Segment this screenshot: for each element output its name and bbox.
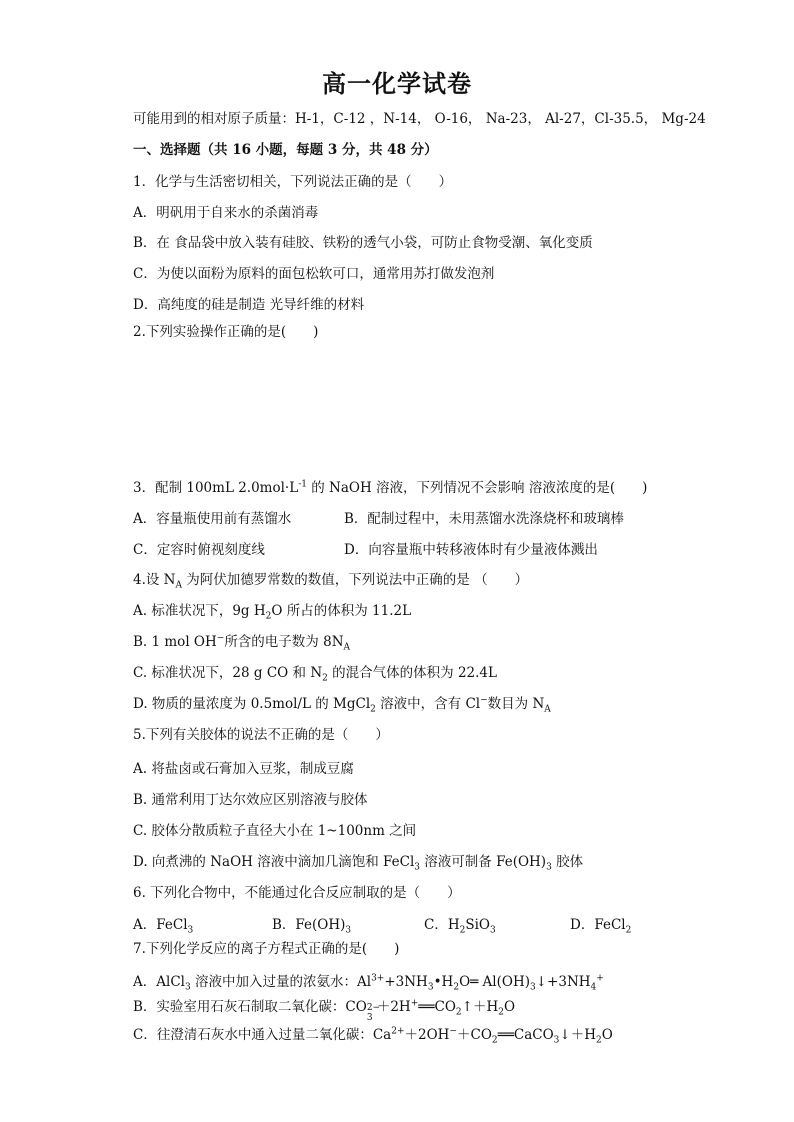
q4-stem: 4.设 $N_A$ 为阿伏加德罗常数的数值，下列说法中正确的是 （ ） xyxy=(133,572,529,591)
q1-option-c: C．为使以面粉为原料的面包松软可口，通常用苏打做发泡剂 xyxy=(133,266,495,282)
q3-stem: 3．配制 100mL $2.0mol\cdot L^{-1}$ 的 NaOH 溶液，下列情况不会影响 溶液浓度的是( ) xyxy=(133,479,648,496)
q6-option-d: D．FeCl$_2$ xyxy=(570,917,632,936)
q4-option-a: A. 标准状况下，9g $H_2O$ 所占的体积为 11.2L xyxy=(133,603,412,622)
q3-option-a: A．容量瓶使用前有蒸馏水 xyxy=(133,511,292,527)
q5-option-a: A. 将盐卤或石膏加入豆浆，制成豆腐 xyxy=(133,761,354,777)
q2-stem: 2.下列实验操作正确的是( ) xyxy=(133,324,319,340)
page-title: 高一化学试卷 xyxy=(322,69,472,98)
q7-option-b: B．实验室用石灰石制取二氧化碳：CO 2− 3 $+2H^+══CO_2↑+H_2O$ xyxy=(133,998,516,1023)
q5-stem: 5.下列有关胶体的说法不正确的是（ ） xyxy=(133,727,389,743)
q3-option-c: C．定容时俯视刻度线 xyxy=(133,542,265,558)
q6-option-a: A．FeCl$_3$ xyxy=(133,917,194,936)
q3-option-d: D．向容量瓶中转移液体时有少量液体溅出 xyxy=(344,542,598,558)
q5-option-b: B. 通常利用丁达尔效应区别溶液与胶体 xyxy=(133,792,368,808)
q4-option-d: D. 物质的量浓度为 0.5mol/L 的 MgCl$_2$ 溶液中，含有 Cl−数目为 $N_A$ xyxy=(133,695,551,715)
q1-stem: 1．化学与生活密切相关，下列说法正确的是（ ） xyxy=(133,174,453,190)
q3-option-b: B．配制过程中，未用蒸馏水洗涤烧杯和玻璃棒 xyxy=(344,511,624,527)
section-heading: 一、选择题（共 16 小题，每题 3 分，共 48 分） xyxy=(133,142,438,158)
q1-option-a: A．明矾用于自来水的杀菌消毒 xyxy=(133,205,319,221)
q4-option-b: B. 1 mol OH−所含的电子数为 $8N_A$ xyxy=(133,633,351,653)
q6-option-b: B．$Fe(OH)_3$ xyxy=(272,917,352,936)
q6-option-c: C．$H_2SiO_3$ xyxy=(424,917,496,936)
atomic-masses-note: 可能用到的相对原子质量：H-1，C-12 ，N-14， O-16， Na-23， Al-27，Cl-35.5， Mg-24 xyxy=(133,111,706,127)
q1-option-b: B．在 食品袋中放入装有硅胶、铁粉的透气小袋，可防止食物受潮、氧化变质 xyxy=(133,235,593,251)
q6-stem: 6. 下列化合物中，不能通过化合反应制取的是（ ） xyxy=(133,885,461,901)
q5-option-d: D. 向煮沸的 NaOH 溶液中滴加几滴饱和 FeCl$_3$ 溶液可制备 $Fe(OH)_3$ 胶体 xyxy=(133,854,584,873)
q1-option-d: D．高纯度的硅是制造 光导纤维的材料 xyxy=(133,297,365,313)
q7-stem: 7.下列化学反应的离子方程式正确的是( ) xyxy=(133,941,400,957)
q5-option-c: C. 胶体分散质粒子直径大小在 1~100nm 之间 xyxy=(133,823,417,839)
q7-option-c: C．往澄清石灰水中通入过量二氧化碳：$Ca^{2+}+2OH^-+CO_2══CaCO_3↓+H_2O$ xyxy=(133,1026,613,1046)
q7-option-a: A．AlCl$_3$ 溶液中加入过量的浓氨水：$Al^{3+}+3NH_3•H_2O═$ $Al(OH)_3↓+3NH_4^+$ xyxy=(133,973,604,993)
q4-option-c: C. 标准状况下，28 g CO 和 $N_2$ 的混合气体的体积为 22.4L xyxy=(133,665,497,684)
